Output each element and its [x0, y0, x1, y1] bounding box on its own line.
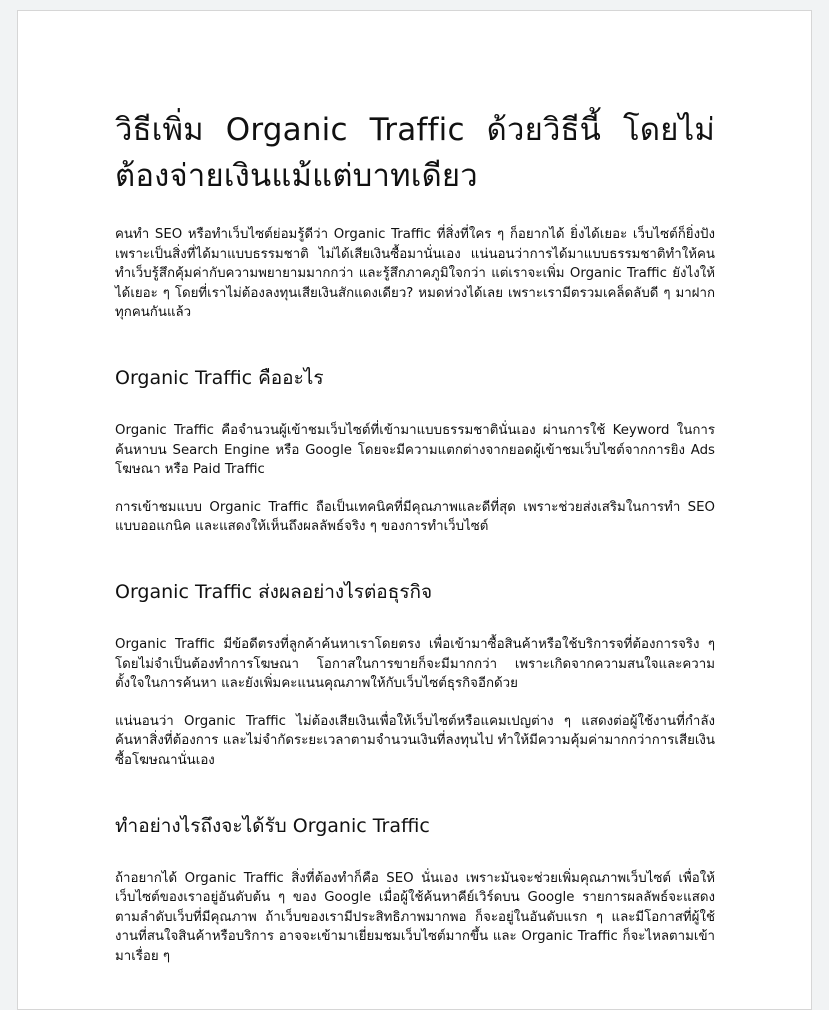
document-body: [115, 107, 715, 966]
document-page: [17, 10, 812, 1010]
section-heading: ทำอย่างไรถึงจะได้รับ Organic Traffic: [115, 814, 430, 837]
document-title: วิธีเพิ่ม Organic Traffic ด้วยวิธีนี้ โดยไม่ต้องจ่ายเงินแม้แต่บาทเดียว: [115, 112, 715, 194]
section-paragraph: แน่นอนว่า Organic Traffic ไม่ต้องเสียเงินเพื่อให้เว็บไซต์หรือแคมเปญต่าง ๆ แสดงต่อผู้ใช้งานที่กำลังค้นหาสิ่งที่ต้องการ และไม่จำกัดระยะเวลาตามจำนวนเงินที่ลงทุนไป ทำให้มีความคุ้มค่ามากกว่าการเสียเงินซื้อโฆษณานั่นเอง: [115, 713, 715, 768]
section-paragraph: Organic Traffic มีข้อดีตรงที่ลูกค้าค้นหาเราโดยตรง เพื่อเข้ามาซื้อสินค้าหรือใช้บริการจที่ต้องการจริง ๆ โดยไม่จำเป็นต้องทำการโฆษณา โอกาสในการขายก็จะมีมากกว่า เพราะเกิดจากความสนใจและความตั้งใจในการค้นหา และยังเพิ่มคะแนนคุณภาพให้กับเว็บไซต์ธุรกิจอีกด้วย: [115, 636, 715, 692]
section-paragraph: ถ้าอยากได้ Organic Traffic สิ่งที่ต้องทำก็คือ SEO นั่นเอง เพราะมันจะช่วยเพิ่มคุณภาพเว็บไซต์ เพื่อให้เว็บไซต์ของเราอยู่อันดับต้น ๆ ของ Google เมื่อผู้ใช้ค้นหาคีย์เวิร์ดบน Google รายการผลลัพธ์จะแสดงตามลำดับเว็บที่มีคุณภาพ ถ้าเว็บของเรามีประสิทธิภาพมากพอ ก็จะอยู่ในอันดับแรก ๆ และมีโอกาสที่ผู้ใช้งานที่สนใจสินค้าหรือบริการ อาจจะเข้ามาเยี่ยมชมเว็บไซต์มากขึ้น และ Organic Traffic ก็จะไหลตามเข้ามาเรื่อย ๆ: [115, 870, 715, 964]
intro-paragraph: คนทำ SEO หรือทำเว็บไซต์ย่อมรู้ดีว่า Organic Traffic ที่สิ่งที่ใคร ๆ ก็อยากได้ ยิ่งได้เยอะ เว็บไซต์ก็ยิ่งปัง เพราะเป็นสิ่งที่ได้มาแบบธรรมชาติ ไม่ได้เสียเงินซื้อมานั่นเอง แน่นอนว่าการได้มาแบบธรรมชาติทำให้คนทำเว็บรู้สึกคุ้มค่ากับความพยายามมากกว่า และรู้สึกภาคภูมิใจกว่า แต่เราจะเพิ่ม Organic Traffic ยังไงให้ได้เยอะ ๆ โดยที่เราไม่ต้องลงทุนเสียเงินสักแดงเดียว? หมดห่วงได้เลย เพราะเรามีตรวมเคล็ดลับดี ๆ มาฝากทุกคนกันแล้ว: [115, 227, 715, 321]
section-heading: Organic Traffic ส่งผลอย่างไรต่อธุรกิจ: [115, 580, 433, 603]
section-paragraph: การเข้าชมแบบ Organic Traffic ถือเป็นเทคนิคที่มีคุณภาพและดีที่สุด เพราะช่วยส่งเสริมในการทำ SEO แบบออแกนิค และแสดงให้เห็นถึงผลลัพธ์จริง ๆ ของการทำเว็บไซต์: [115, 499, 715, 535]
section-heading: Organic Traffic คืออะไร: [115, 366, 324, 389]
section-paragraph: Organic Traffic คือจำนวนผู้เข้าชมเว็บไซต์ที่เข้ามาแบบธรรมชาตินั่นเอง ผ่านการใช้ Keyword ในการค้นหาบน Search Engine หรือ Google โดยจะมีความแตกต่างจากยอดผู้เข้าชมเว็บไซต์จากการยิง Ads โฆษณา หรือ Paid Traffic: [115, 422, 715, 478]
